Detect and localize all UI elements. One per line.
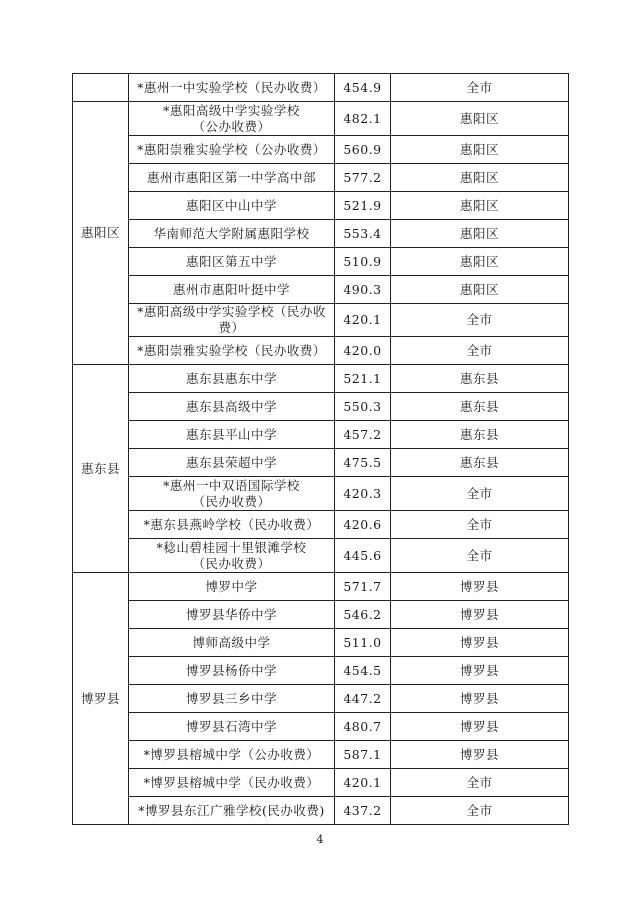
table-row: [73, 365, 569, 393]
area-cell: 博罗县: [391, 601, 569, 629]
area-cell: 惠东县: [391, 393, 569, 421]
area-cell: 惠阳区: [391, 136, 569, 164]
school-cell: 惠阳区中山中学: [129, 192, 335, 220]
school-cell: 博师高级中学: [129, 629, 335, 657]
area-cell: 博罗县: [391, 741, 569, 769]
area-cell: 全市: [391, 511, 569, 539]
school-cell: 博罗县杨侨中学: [129, 657, 335, 685]
area-cell: 惠阳区: [391, 276, 569, 304]
table-row: [73, 393, 569, 421]
score-cell: 577.2: [335, 164, 391, 192]
score-cell: 420.3: [335, 477, 391, 511]
score-cell: 521.1: [335, 365, 391, 393]
area-cell: 全市: [391, 477, 569, 511]
school-cell: *稔山碧桂园十里银滩学校 （民办收费）: [129, 539, 335, 573]
score-cell: 587.1: [335, 741, 391, 769]
score-cell: 482.1: [335, 102, 391, 136]
area-cell: 全市: [391, 539, 569, 573]
table-row: [73, 769, 569, 797]
score-cell: 420.1: [335, 769, 391, 797]
district-cell: 惠阳区: [73, 102, 129, 365]
table-row: [73, 685, 569, 713]
admission-score-table: [72, 73, 569, 825]
district-cell: 惠东县: [73, 365, 129, 573]
table-row: [73, 511, 569, 539]
area-cell: 博罗县: [391, 657, 569, 685]
area-cell: 惠阳区: [391, 164, 569, 192]
school-cell: *惠阳高级中学实验学校 （公办收费）: [129, 102, 335, 136]
area-cell: 惠东县: [391, 365, 569, 393]
area-cell: 博罗县: [391, 685, 569, 713]
table-row: [73, 657, 569, 685]
score-cell: 420.0: [335, 337, 391, 365]
area-cell: 博罗县: [391, 573, 569, 601]
school-cell: 惠阳区第五中学: [129, 248, 335, 276]
area-cell: 全市: [391, 337, 569, 365]
table-row: [73, 573, 569, 601]
score-cell: 454.9: [335, 74, 391, 102]
score-cell: 546.2: [335, 601, 391, 629]
school-cell: 惠州市惠阳叶挺中学: [129, 276, 335, 304]
school-cell: *博罗县榕城中学（民办收费）: [129, 769, 335, 797]
school-cell: *惠州一中双语国际学校 （民办收费）: [129, 477, 335, 511]
school-cell: 惠州市惠阳区第一中学高中部: [129, 164, 335, 192]
table-row: [73, 449, 569, 477]
school-cell: 惠东县惠东中学: [129, 365, 335, 393]
score-cell: 454.5: [335, 657, 391, 685]
score-cell: 457.2: [335, 421, 391, 449]
score-cell: 475.5: [335, 449, 391, 477]
district-cell: [73, 74, 129, 102]
score-cell: 445.6: [335, 539, 391, 573]
score-cell: 420.1: [335, 304, 391, 337]
score-cell: 511.0: [335, 629, 391, 657]
table-row: [73, 74, 569, 102]
area-cell: 全市: [391, 797, 569, 825]
area-cell: 惠阳区: [391, 102, 569, 136]
area-cell: 博罗县: [391, 713, 569, 741]
area-cell: 惠阳区: [391, 248, 569, 276]
school-cell: 博罗中学: [129, 573, 335, 601]
score-cell: 447.2: [335, 685, 391, 713]
table-row: [73, 337, 569, 365]
school-cell: *惠州一中实验学校（民办收费）: [129, 74, 335, 102]
table-row: [73, 136, 569, 164]
table-row: [73, 713, 569, 741]
school-cell: *惠阳崇雅实验学校（民办收费）: [129, 337, 335, 365]
school-cell: 博罗县石湾中学: [129, 713, 335, 741]
area-cell: 博罗县: [391, 629, 569, 657]
score-cell: 571.7: [335, 573, 391, 601]
area-cell: 惠阳区: [391, 220, 569, 248]
area-cell: 全市: [391, 304, 569, 337]
score-cell: 550.3: [335, 393, 391, 421]
district-cell: 博罗县: [73, 573, 129, 825]
area-cell: 全市: [391, 74, 569, 102]
area-cell: 惠东县: [391, 421, 569, 449]
table-row: [73, 164, 569, 192]
table-row: [73, 248, 569, 276]
school-cell: 博罗县华侨中学: [129, 601, 335, 629]
score-cell: 480.7: [335, 713, 391, 741]
page-number: 4: [316, 833, 324, 846]
area-cell: 惠阳区: [391, 192, 569, 220]
table-row: [73, 192, 569, 220]
score-cell: 521.9: [335, 192, 391, 220]
school-cell: 惠东县平山中学: [129, 421, 335, 449]
school-cell: *博罗县东江广雅学校(民办收费): [129, 797, 335, 825]
area-cell: 惠东县: [391, 449, 569, 477]
table-row: [73, 601, 569, 629]
table-row: [73, 629, 569, 657]
score-cell: 490.3: [335, 276, 391, 304]
table-row: [73, 421, 569, 449]
score-cell: 560.9: [335, 136, 391, 164]
school-cell: *惠东县燕岭学校（民办收费）: [129, 511, 335, 539]
school-cell: *惠阳高级中学实验学校（民办收费）: [129, 304, 335, 337]
score-cell: 420.6: [335, 511, 391, 539]
school-cell: 华南师范大学附属惠阳学校: [129, 220, 335, 248]
table-row: [73, 477, 569, 511]
school-cell: 惠东县荣超中学: [129, 449, 335, 477]
table-row: [73, 102, 569, 136]
school-cell: *惠阳崇雅实验学校（公办收费）: [129, 136, 335, 164]
school-cell: *博罗县榕城中学（公办收费）: [129, 741, 335, 769]
table-row: [73, 304, 569, 337]
school-cell: 惠东县高级中学: [129, 393, 335, 421]
table-row: [73, 220, 569, 248]
table-row: [73, 276, 569, 304]
school-cell: 博罗县三乡中学: [129, 685, 335, 713]
score-cell: 553.4: [335, 220, 391, 248]
area-cell: 全市: [391, 769, 569, 797]
score-cell: 510.9: [335, 248, 391, 276]
table-row: [73, 741, 569, 769]
table-row: [73, 797, 569, 825]
table-row: [73, 539, 569, 573]
table-body: [73, 74, 569, 825]
score-cell: 437.2: [335, 797, 391, 825]
